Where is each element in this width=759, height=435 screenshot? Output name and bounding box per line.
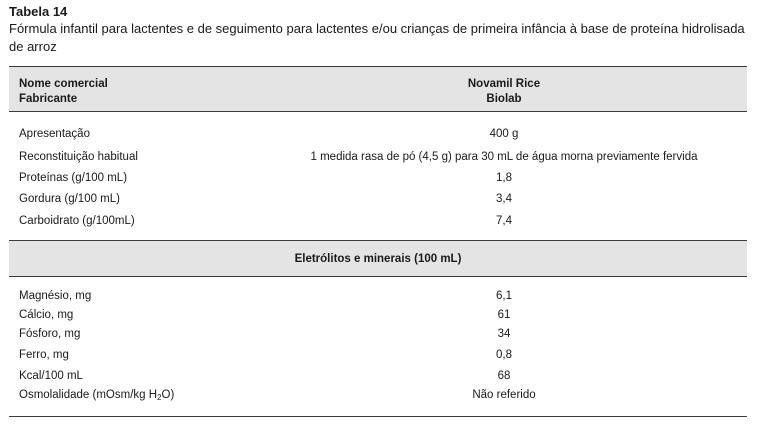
row-value: 1,8 <box>496 172 512 184</box>
table-row <box>9 346 747 364</box>
table-row <box>9 190 747 208</box>
row-label: Reconstituição habitual <box>19 151 138 163</box>
table-row <box>9 148 747 166</box>
header-left <box>19 77 108 107</box>
row-value: 3,4 <box>496 193 512 205</box>
header-commercial-name: Nome comercial <box>19 78 108 90</box>
row-label: Apresentação <box>19 128 90 140</box>
section-bottom-rule <box>9 276 747 277</box>
row-value: 61 <box>497 309 511 321</box>
row-label: Ferro, mg <box>19 349 69 361</box>
table-row <box>9 169 747 187</box>
table-row <box>9 287 747 305</box>
product-name: Novamil Rice <box>467 78 541 90</box>
row-value: 68 <box>497 370 511 382</box>
table-row <box>9 325 747 343</box>
table-row <box>9 125 747 143</box>
header-manufacturer: Fabricante <box>19 93 78 105</box>
row-value: Não referido <box>472 389 536 401</box>
row-label: Proteínas (g/100 mL) <box>19 172 128 184</box>
row-label: Cálcio, mg <box>19 309 74 321</box>
row-value: 6,1 <box>496 290 512 302</box>
row-value: 1 medida rasa de pó (4,5 g) para 30 mL de água morna previamente fervida <box>310 151 698 163</box>
table-row <box>9 212 747 230</box>
row-label: Fósforo, mg <box>19 328 81 340</box>
row-label: Gordura (g/100 mL) <box>19 193 120 205</box>
table-row <box>9 367 747 385</box>
section-top-rule <box>9 240 747 241</box>
product-manufacturer: Biolab <box>486 93 522 105</box>
row-label <box>19 386 174 407</box>
table-title: Tabela 14 <box>9 4 68 19</box>
row-label: Carboidrato (g/100mL) <box>19 215 135 227</box>
row-label: Magnésio, mg <box>19 290 92 302</box>
table-row <box>9 386 747 404</box>
top-rule <box>9 66 747 67</box>
header-bottom-rule <box>9 111 747 112</box>
osmo-label-subscript: 2 <box>157 393 162 402</box>
table-caption: Fórmula infantil para lactentes e de seguimento para lactentes e/ou crianças de primeira infância à base de proteína hidrolisada de arroz <box>9 21 745 54</box>
row-value: 0,8 <box>496 349 512 361</box>
row-value: 400 g <box>489 128 519 140</box>
bottom-rule <box>9 416 747 417</box>
osmo-label-start: Osmolalidade (mOsm/kg H <box>19 389 158 401</box>
header-right <box>239 77 759 107</box>
row-value: 7,4 <box>496 215 512 227</box>
section-title: Eletrólitos e minerais (100 mL) <box>294 253 462 265</box>
row-value: 34 <box>497 328 511 340</box>
table-row <box>9 306 747 324</box>
row-label: Kcal/100 mL <box>19 370 83 382</box>
osmo-label-end: O) <box>161 389 175 401</box>
